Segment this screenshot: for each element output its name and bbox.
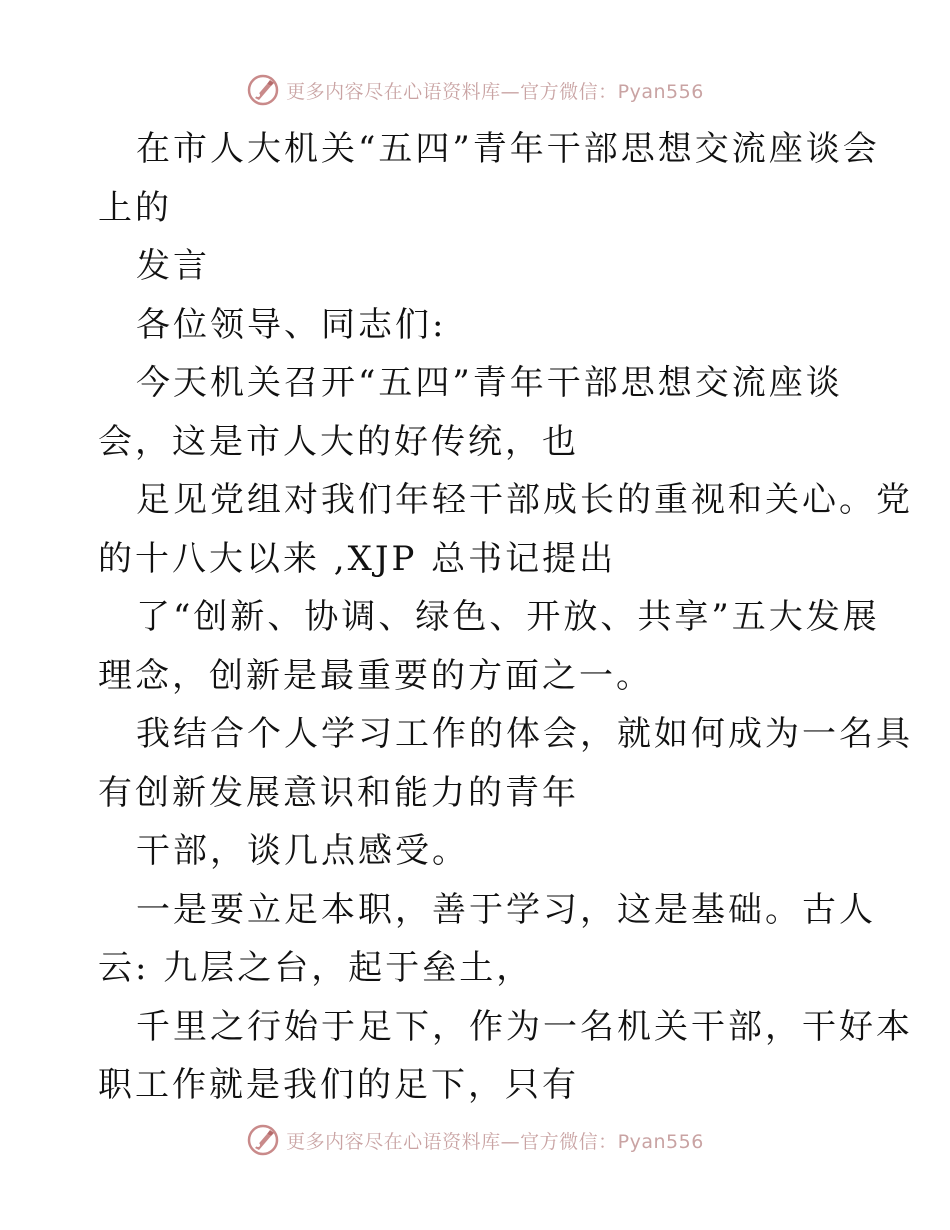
fountain-pen-seal-icon [246,1123,280,1157]
text-line: 职工作就是我们的足下，只有 [98,1065,579,1105]
text-line: 了“创新、协调、绿色、开放、共享”五大发展 [136,597,880,637]
header-watermark-text: 更多内容尽在心语资料库—官方微信：Pyan556 [286,80,704,103]
header-watermark [0,68,950,112]
text-line: 云: 九层之台，起于垒土， [98,948,534,988]
text-line: 足见党组对我们年轻干部成长的重视和关心。党 [136,480,913,520]
footer-watermark [0,1118,950,1162]
text-line: 上的 [98,187,172,228]
text-line: 各位领导、同志们: [136,304,447,345]
text-line: 我结合个人学习工作的体会，就如何成为一名具 [136,714,913,754]
text-line: 发言 [136,246,210,286]
text-line: 理念，创新是最重要的方面之一。 [98,655,653,696]
text-line: 在市人大机关“五四”青年干部思想交流座谈会 [136,129,880,169]
document-body [98,120,913,1115]
fountain-pen-seal-icon [246,73,280,107]
text-line: 干部，谈几点感受。 [136,831,469,871]
text-line: 千里之行始于足下，作为一名机关干部，干好本 [136,1006,913,1047]
text-line: 今天机关召开“五四”青年干部思想交流座谈 [136,363,843,403]
text-line: 有创新发展意识和能力的青年 [98,772,579,813]
footer-watermark-text: 更多内容尽在心语资料库—官方微信：Pyan556 [286,1130,704,1153]
text-line: 的十八大以来 ,XJP 总书记提出 [98,538,617,579]
text-line: 一是要立足本职，善于学习，这是基础。古人 [136,889,876,930]
text-line: 会，这是市人大的好传统，也 [98,421,579,462]
